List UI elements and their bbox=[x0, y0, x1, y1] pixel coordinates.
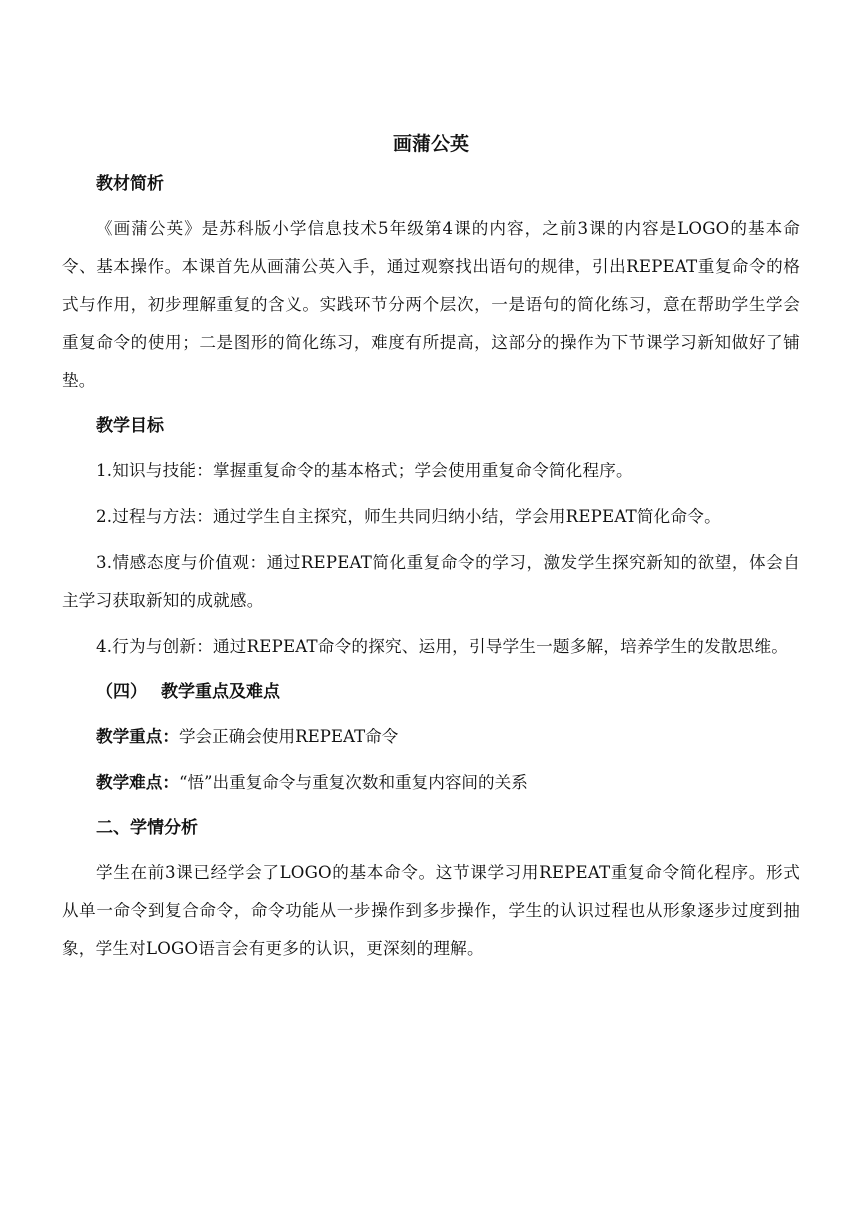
difficulty-text: “悟”出重复命令与重复次数和重复内容间的关系 bbox=[178, 773, 528, 792]
section-heading-jiaocai: 教材简析 bbox=[96, 174, 164, 194]
section-heading-mubiao: 教学目标 bbox=[96, 416, 164, 436]
key-point-text: 学会正确会使用REPEAT命令 bbox=[178, 727, 399, 746]
paragraph-xueqing: 学生在前3课已经学会了LOGO的基本命令。这节课学习用REPEAT重复命令简化程序。形式从单一命令到复合命令，命令功能从一步操作到多步操作，学生的认识过程也从形象逐步过度到抽象，学生对LOGO语言会有更多的认识，更深刻的理解。 bbox=[62, 863, 800, 958]
difficulty-line bbox=[62, 764, 800, 802]
document-title: 画蒲公英 bbox=[392, 133, 469, 155]
goal-item-2: 2.过程与方法：通过学生自主探究，师生共同归纳小结，学会用REPEAT简化命令。 bbox=[96, 507, 721, 526]
key-point-line bbox=[62, 718, 800, 756]
section-number: （四） bbox=[96, 682, 147, 702]
section-heading-xueqing: 二、学情分析 bbox=[96, 818, 198, 838]
goal-item-1: 1.知识与技能：掌握重复命令的基本格式；学会使用重复命令简化程序。 bbox=[96, 461, 633, 480]
difficulty-label: 教学难点： bbox=[96, 773, 179, 792]
goal-item-3: 3.情感态度与价值观：通过REPEAT简化重复命令的学习，激发学生探究新知的欲望，体会自主学习获取新知的成就感。 bbox=[62, 553, 800, 610]
document-body bbox=[62, 126, 800, 976]
goal-item-4: 4.行为与创新：通过REPEAT命令的探究、运用，引导学生一题多解，培养学生的发散思维。 bbox=[96, 637, 789, 656]
section-heading-zhongdian bbox=[62, 674, 800, 710]
key-point-label: 教学重点： bbox=[96, 727, 179, 746]
section-heading-text: 教学重点及难点 bbox=[161, 682, 280, 702]
paragraph-jiaocai: 《画蒲公英》是苏科版小学信息技术5年级第4课的内容，之前3课的内容是LOGO的基本命令、基本操作。本课首先从画蒲公英入手，通过观察找出语句的规律，引出REPEAT重复命令的格式与作用，初步理解重复的含义。实践环节分两个层次，一是语句的简化练习，意在帮助学生学会重复命令的使用；二是图形的简化练习，难度有所提高，这部分的操作为下节课学习新知做好了铺垫。 bbox=[62, 219, 800, 390]
